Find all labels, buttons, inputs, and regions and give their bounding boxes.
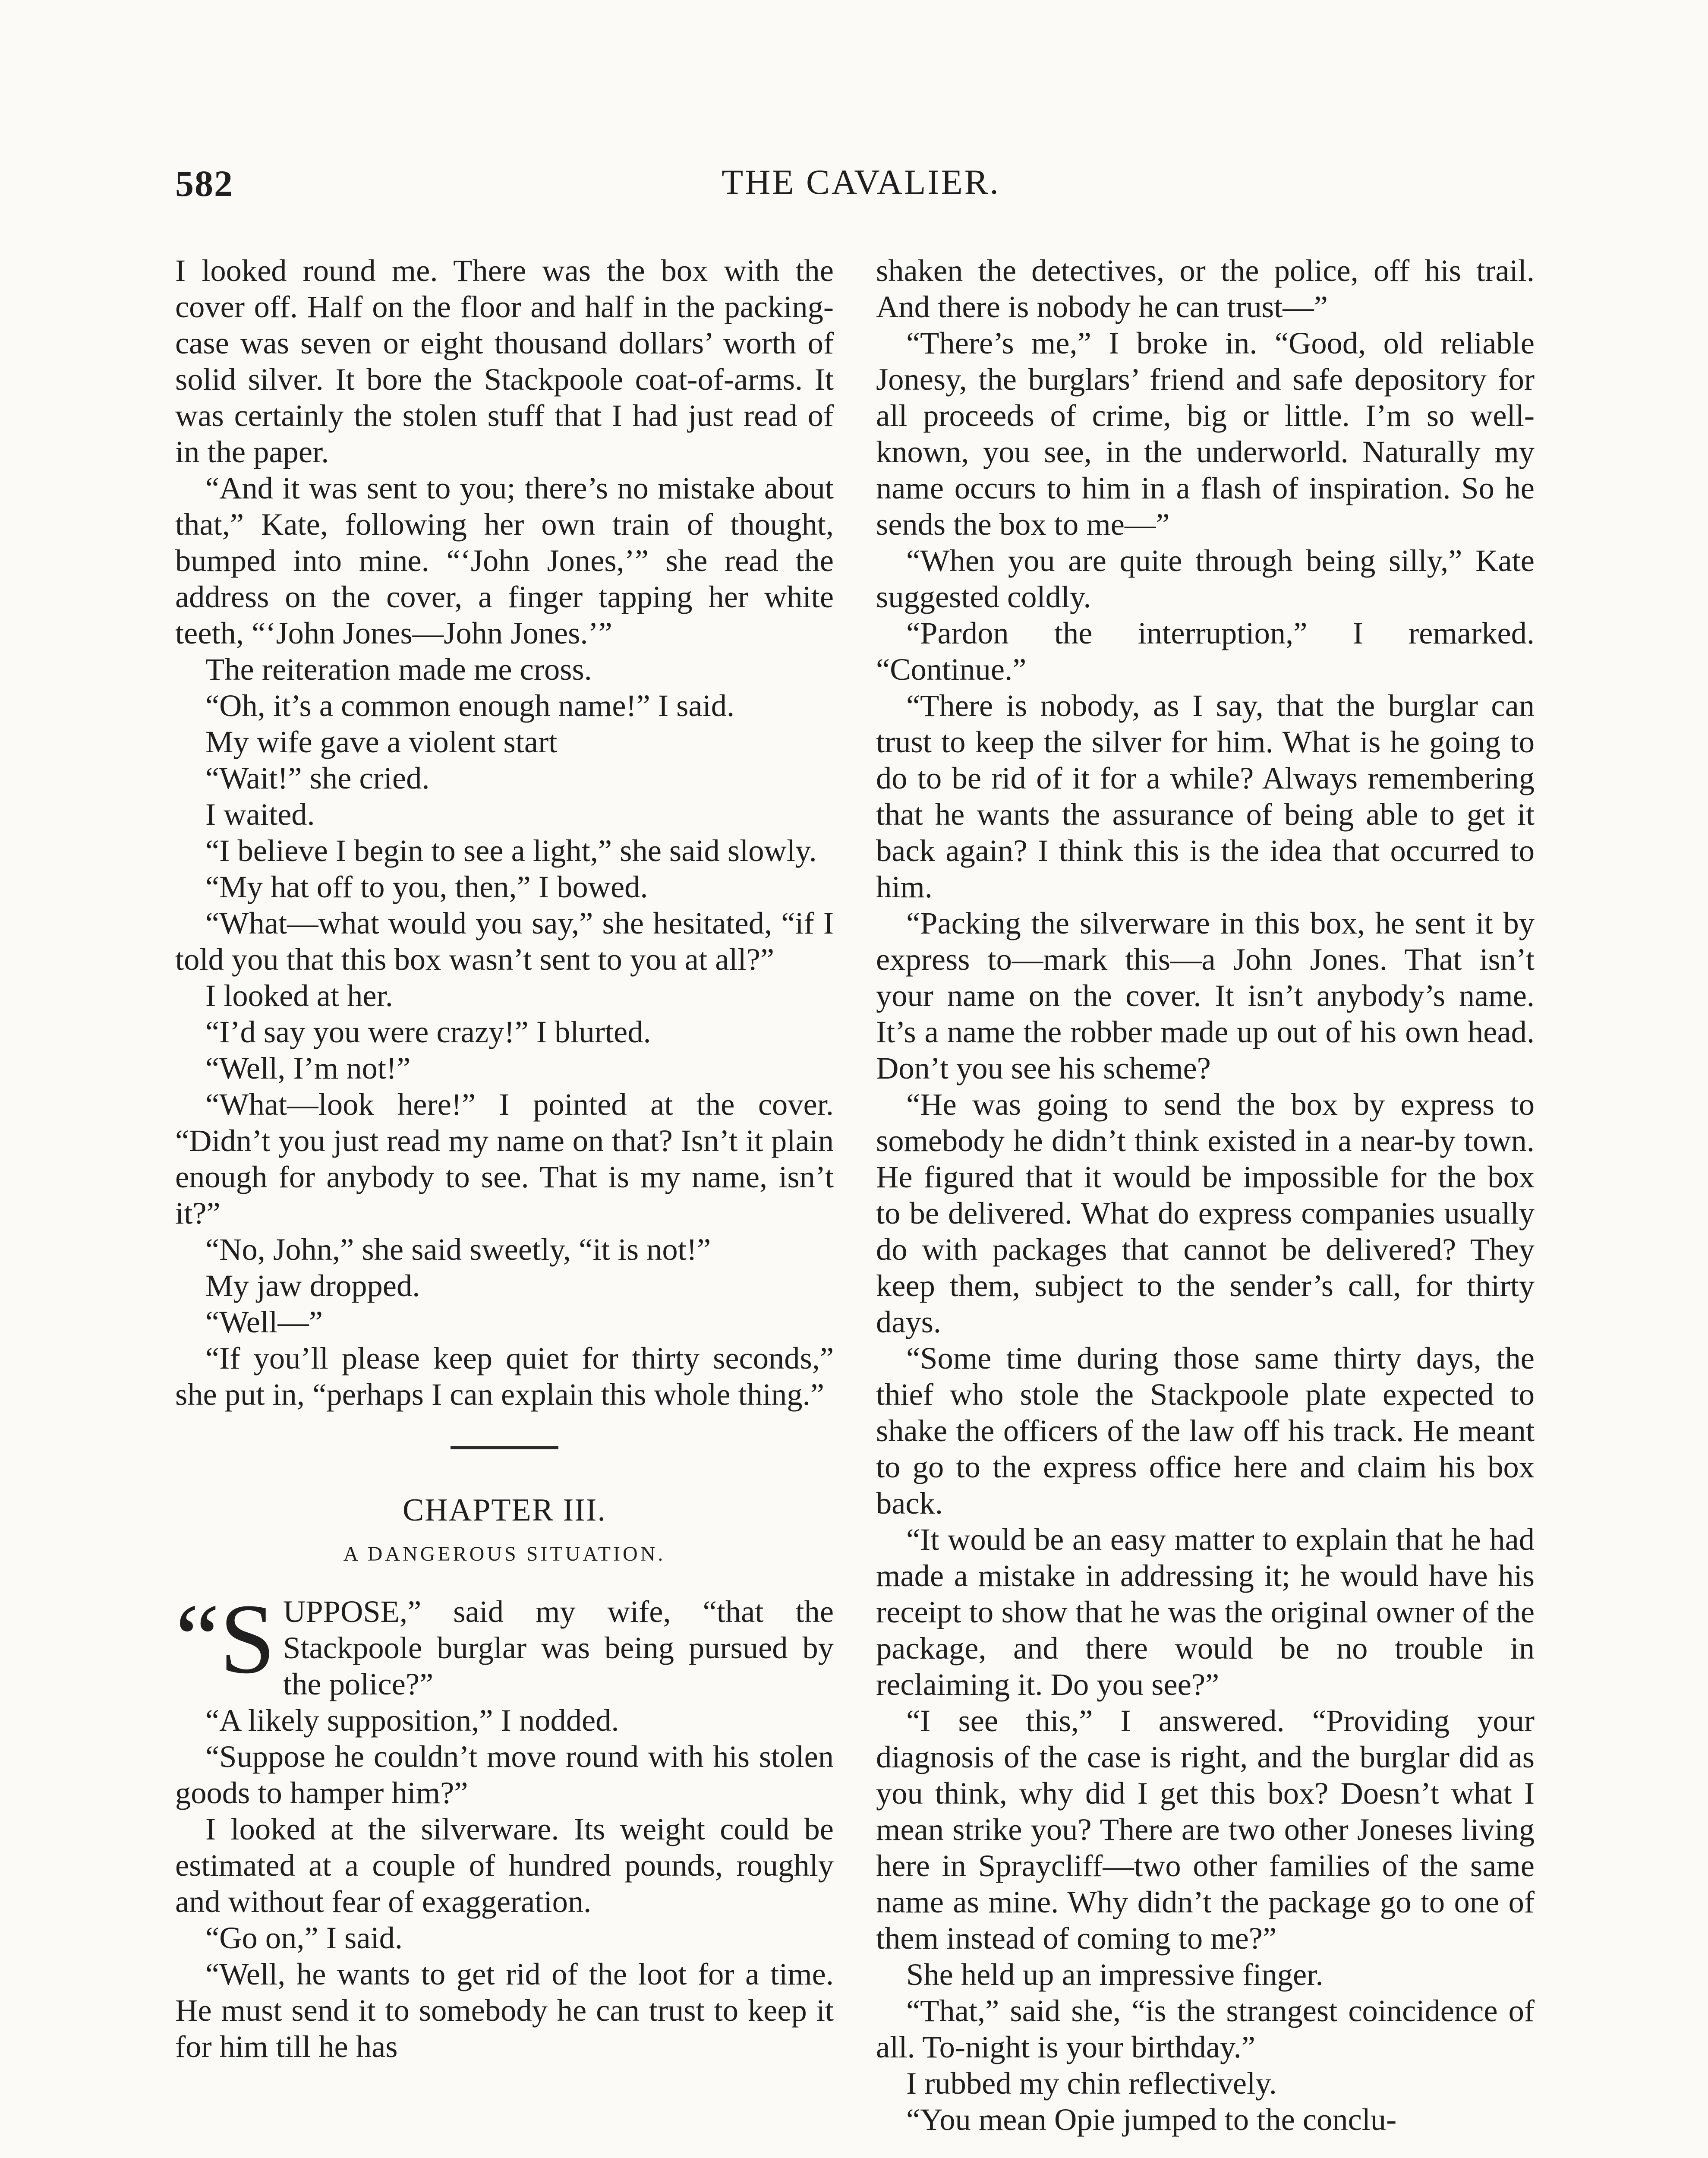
drop-cap: “S xyxy=(175,1584,275,1694)
paragraph: shaken the detectives, or the police, off his trail. And there is nobody he can trust—” xyxy=(876,253,1535,324)
paragraph: I waited. xyxy=(205,797,315,832)
paragraph: The reiteration made me cross. xyxy=(205,652,592,687)
paragraph: “I see this,” I answered. “Providing your diagnosis of the case is right, and the burglar did as you think, why did I get this box? Doesn’t what I mean strike you? There are two other Joneses living here in Spraycliff—two other families of the same name as mine. Why didn’t the package go to one of them instead of coming to me?” xyxy=(876,1703,1535,1956)
page-number: 582 xyxy=(175,163,233,204)
paragraph: I looked round me. There was the box with the cover off. Half on the floor and half in the packing-case was seven or eight thousand dollars’ worth of solid silver. It bore the Stackpoole coat-of-arms. It was certainly the stolen stuff that I had just read of in the paper. xyxy=(175,253,834,469)
paragraph: “There’s me,” I broke in. “Good, old reliable Jonesy, the burglars’ friend and safe depository for all proceeds of crime, big or little. I’m so well-known, you see, in the underworld. Naturally my name occurs to him in a flash of inspiration. So he sends the box to me—” xyxy=(876,325,1535,542)
chapter-subtitle: A DANGEROUS SITUATION. xyxy=(343,1543,666,1565)
right-column xyxy=(876,252,1535,2138)
paragraph: “There is nobody, as I say, that the burglar can trust to keep the silver for him. What is he going to do to be rid of it for a while? Always remembering that he wants the assurance of being able to get it back again? I think this is the idea that occurred to him. xyxy=(876,688,1535,904)
paragraph: “My hat off to you, then,” I bowed. xyxy=(205,869,648,904)
paragraph: My wife gave a violent start xyxy=(205,724,558,759)
paragraph: She held up an impressive finger. xyxy=(906,1957,1324,1992)
paragraph: “If you’ll please keep quiet for thirty seconds,” she put in, “perhaps I can explain this whole thing.” xyxy=(175,1341,834,1412)
paragraph: “And it was sent to you; there’s no mistake about that,” Kate, following her own train of thought, bumped into mine. “‘John Jones,’” she read the address on the cover, a finger tapping her white teeth, “‘John Jones—John Jones.’” xyxy=(175,470,834,650)
paragraph: “It would be an easy matter to explain that he had made a mistake in addressing it; he would have his receipt to show that he was the original owner of the package, and there would be no trouble in reclaiming it. Do you see?” xyxy=(876,1522,1535,1702)
drop-cap-text: UPPOSE,” said my wife, “that the Stackpoole burglar was being pursued by the police?” xyxy=(283,1594,834,1701)
paragraph: I looked at the silverware. Its weight could be estimated at a couple of hundred pounds, roughly and without fear of exaggeration. xyxy=(175,1811,834,1919)
paragraph: “A likely supposition,” I nodded. xyxy=(205,1703,619,1738)
page-header xyxy=(0,162,1708,227)
paragraph: “Some time during those same thirty days, the thief who stole the Stackpoole plate expected to shake the officers of the law off his track. He meant to go to the express office here and claim his box back. xyxy=(876,1341,1535,1521)
paragraph: “When you are quite through being silly,” Kate suggested coldly. xyxy=(876,543,1535,614)
paragraph: “He was going to send the box by express to somebody he didn’t think existed in a near-by town. He figured that it would be impossible for the box to be delivered. What do express companies usually do with packages that cannot be delivered? They keep them, subject to the sender’s call, for thirty days. xyxy=(876,1087,1535,1339)
section-divider xyxy=(451,1446,558,1449)
paragraph: “Packing the silverware in this box, he sent it by express to—mark this—a John Jones. That isn’t your name on the cover. It isn’t anybody’s name. It’s a name the robber made up out of his own head. Don’t you see his scheme? xyxy=(876,905,1535,1085)
paragraph: “You mean Opie jumped to the conclu- xyxy=(906,2102,1397,2137)
paragraph: “That,” said she, “is the strangest coincidence of all. To-night is your birthday.” xyxy=(876,1993,1535,2064)
paragraph: I rubbed my chin reflectively. xyxy=(906,2066,1277,2101)
paragraph: My jaw dropped. xyxy=(205,1268,420,1303)
paragraph: “I believe I begin to see a light,” she said slowly. xyxy=(205,833,817,868)
left-column xyxy=(175,252,834,2065)
chapter-title: CHAPTER III. xyxy=(402,1492,607,1528)
paragraph: “What—what would you say,” she hesitated, “if I told you that this box wasn’t sent to you at all?” xyxy=(175,905,834,977)
paragraph: “Go on,” I said. xyxy=(205,1920,403,1955)
paragraph: “Well, I’m not!” xyxy=(205,1051,411,1085)
chapter-opening-paragraph xyxy=(175,1584,834,1702)
paragraph: “Wait!” she cried. xyxy=(205,760,430,795)
paragraph: “I’d say you were crazy!” I blurted. xyxy=(205,1014,651,1049)
paragraph: “Well—” xyxy=(205,1304,323,1339)
running-head: THE CAVALIER. xyxy=(722,162,1000,202)
paragraph: “Oh, it’s a common enough name!” I said. xyxy=(205,688,735,723)
paragraph: “Pardon the interruption,” I remarked. “Continue.” xyxy=(876,615,1535,687)
paragraph: “Well, he wants to get rid of the loot for a time. He must send it to somebody he can trust to keep it for him till he has xyxy=(175,1956,834,2064)
paragraph: I looked at her. xyxy=(205,978,393,1013)
paragraph: “No, John,” she said sweetly, “it is not!” xyxy=(205,1232,711,1267)
paragraph: “What—look here!” I pointed at the cover. “Didn’t you just read my name on that? Isn’t it plain enough for anybody to see. That is my name, isn’t it?” xyxy=(175,1087,834,1230)
paragraph: “Suppose he couldn’t move round with his stolen goods to hamper him?” xyxy=(175,1739,834,1810)
